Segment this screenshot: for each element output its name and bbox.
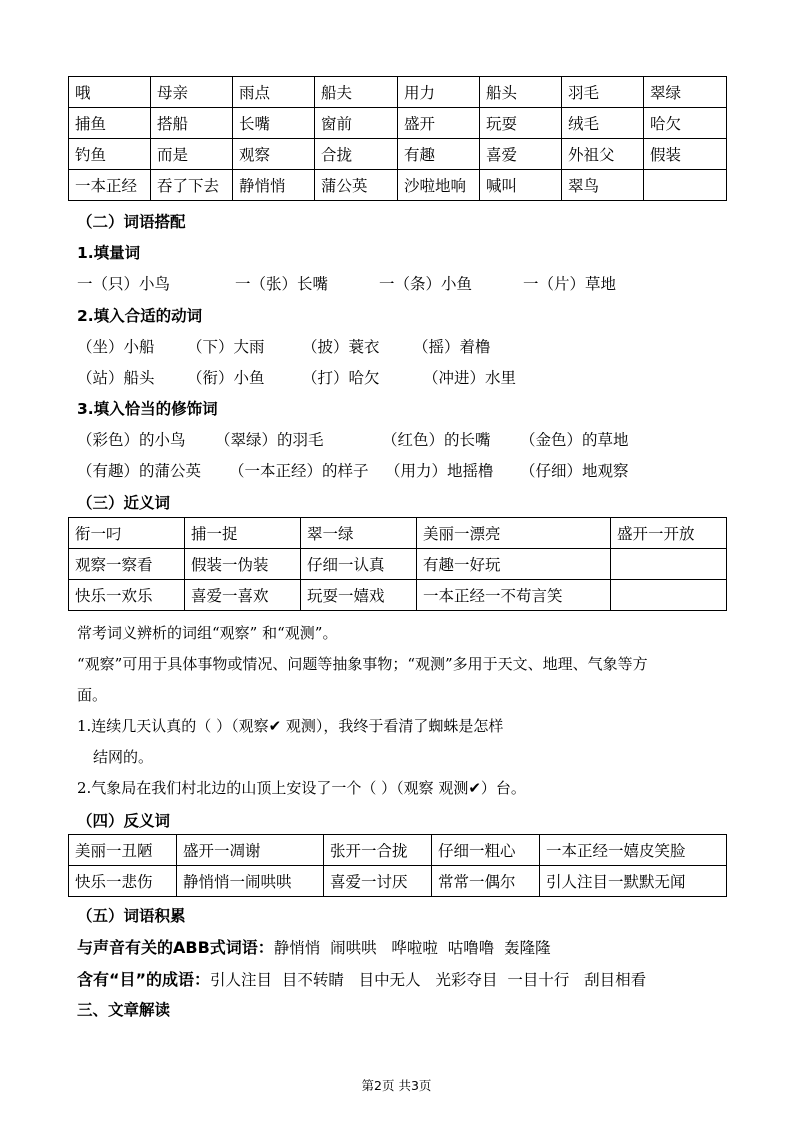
table-cell: 盛开 [398,108,480,139]
table-row [69,518,727,549]
modifier-row [77,459,727,481]
measure-word-row [77,272,727,294]
table-cell: 假装 [644,139,727,170]
table-cell: 仔细一认真 [301,549,417,580]
subsection-title-measure-words: 1.填量词 [77,244,141,262]
measure-word-item: 一（条）小鱼 [379,275,473,293]
table-cell: 有趣 [398,139,480,170]
measure-word-item: 一（片）草地 [523,275,617,293]
table-cell: 玩耍一嬉戏 [301,580,417,611]
verb-item: （冲进）水里 [423,369,517,387]
table-cell: 引人注目一默默无闻 [540,866,727,897]
table-row [69,580,727,611]
modifier-row [77,428,727,450]
modifier-item: （翠绿）的羽毛 [215,431,324,449]
table-cell: 翠一绿 [301,518,417,549]
table-cell: 喜爱一喜欢 [185,580,301,611]
table-cell: 绒毛 [562,108,644,139]
table-cell: 合拢 [315,139,398,170]
table-cell: 哈欠 [644,108,727,139]
table-cell: 假装一伪装 [185,549,301,580]
table-cell: 捕鱼 [69,108,151,139]
note-explanation: “观察”可用于具体事物或情况、问题等抽象事物；“观测”多用于天文、地理、气象等方 [77,655,648,673]
table-cell: 母亲 [151,77,233,108]
mu-idioms-label: 含有“目”的成语： [77,970,211,989]
verb-item: （衔）小鱼 [187,369,265,387]
mu-idioms-line [77,967,646,990]
table-cell: 仔细一粗心 [432,835,540,866]
table-row [69,170,727,201]
table-cell: 沙啦地响 [398,170,480,201]
verb-item: （坐）小船 [77,338,155,356]
verb-item: （披）蓑衣 [302,338,380,356]
section-title-accumulation: （五）词语积累 [77,907,186,925]
subsection-title-verbs: 2.填入合适的动词 [77,307,203,325]
table-row [69,549,727,580]
verb-row [77,335,727,357]
table-cell: 喜爱 [480,139,562,170]
table-cell: 美丽一丑陋 [69,835,177,866]
table-cell: 搭船 [151,108,233,139]
table-cell: 外祖父 [562,139,644,170]
table-cell: 观察 [233,139,315,170]
verb-row [77,366,727,388]
section-title-collocation: （二）词语搭配 [77,213,186,231]
table-cell [644,170,727,201]
modifier-item: （一本正经）的样子 [229,462,369,480]
table-cell: 窗前 [315,108,398,139]
table-cell: 船头 [480,77,562,108]
measure-word-item: 一（张）长嘴 [235,275,329,293]
subsection-title-modifiers: 3.填入恰当的修饰词 [77,400,218,418]
table-cell: 翠鸟 [562,170,644,201]
abb-words: 静悄悄 闹哄哄 哗啦啦 咕噜噜 轰隆隆 [273,939,551,957]
table-cell: 翠绿 [644,77,727,108]
table-row [69,866,727,897]
modifier-item: （红色）的长嘴 [382,431,491,449]
table-cell [611,580,727,611]
table-cell: 蒲公英 [315,170,398,201]
table-cell: 盛开一凋谢 [177,835,324,866]
table-row [69,108,727,139]
table-row [69,139,727,170]
table-cell: 玩耍 [480,108,562,139]
verb-item: （下）大雨 [187,338,265,356]
table-cell: 长嘴 [233,108,315,139]
table-cell: 一本正经一不苟言笑 [417,580,611,611]
table-cell: 船夫 [315,77,398,108]
abb-words-line [77,935,551,958]
table-cell [611,549,727,580]
table-cell: 一本正经 [69,170,151,201]
table-cell: 一本正经一嬉皮笑脸 [540,835,727,866]
table-cell: 雨点 [233,77,315,108]
synonym-table [68,517,727,611]
vocab-table [68,76,727,201]
modifier-item: （彩色）的小鸟 [77,431,186,449]
table-cell: 快乐一欢乐 [69,580,185,611]
table-cell: 张开一合拢 [324,835,432,866]
section-title-reading: 三、文章解读 [77,1001,171,1019]
table-cell: 盛开一开放 [611,518,727,549]
section-title-synonyms: （三）近义词 [77,494,171,512]
table-row [69,77,727,108]
section-title-antonyms: （四）反义词 [77,812,171,830]
modifier-item: （金色）的草地 [520,431,629,449]
table-cell: 而是 [151,139,233,170]
page-footer: 第2页 共3页 [361,1078,432,1093]
table-cell: 捕一捉 [185,518,301,549]
table-cell: 用力 [398,77,480,108]
table-cell: 静悄悄 [233,170,315,201]
table-cell: 常常一偶尔 [432,866,540,897]
modifier-item: （仔细）地观察 [520,462,629,480]
table-row [69,835,727,866]
table-cell: 哦 [69,77,151,108]
question-1-cont: 结网的。 [93,748,154,766]
table-cell: 快乐一悲伤 [69,866,177,897]
table-cell: 观察一察看 [69,549,185,580]
verb-item: （站）船头 [77,369,155,387]
measure-word-item: 一（只）小鸟 [77,275,171,293]
mu-idioms: 引人注目 目不转睛 目中无人 光彩夺目 一目十行 刮目相看 [210,971,647,989]
table-cell: 吞了下去 [151,170,233,201]
modifier-item: （有趣）的蒲公英 [77,462,202,480]
verb-item: （摇）着橹 [413,338,491,356]
question-1: 1.连续几天认真的（ ）（观察✔ 观测），我终于看清了蜘蛛是怎样 [77,717,504,735]
question-2: 2.气象局在我们村北边的山顶上安设了一个（ ）（观察 观测✔）台。 [77,779,526,797]
note-intro: 常考词义辨析的词组“观察” 和“观测”。 [77,624,338,642]
table-cell: 衔一叼 [69,518,185,549]
note-explanation-cont: 面。 [77,686,108,704]
abb-words-label: 与声音有关的ABB式词语： [77,938,274,957]
table-cell: 钓鱼 [69,139,151,170]
verb-item: （打）哈欠 [302,369,380,387]
table-cell: 静悄悄一闹哄哄 [177,866,324,897]
table-cell: 有趣一好玩 [417,549,611,580]
modifier-item: （用力）地摇橹 [385,462,494,480]
table-cell: 喜爱一讨厌 [324,866,432,897]
table-cell: 羽毛 [562,77,644,108]
table-cell: 喊叫 [480,170,562,201]
table-cell: 美丽一漂亮 [417,518,611,549]
antonym-table [68,834,727,897]
